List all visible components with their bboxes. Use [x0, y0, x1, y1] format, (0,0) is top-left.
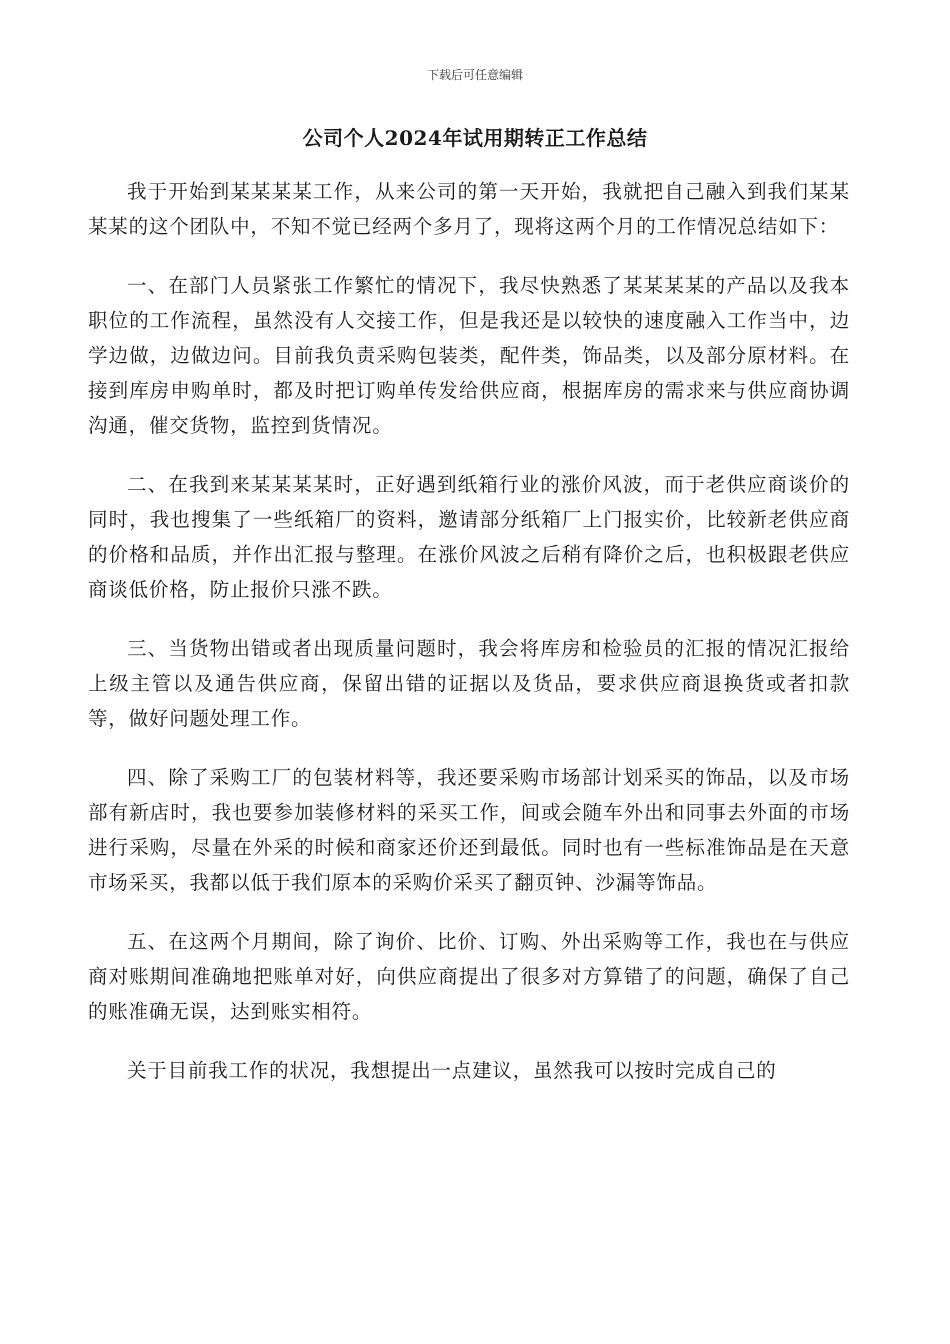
- paragraph-intro: 我于开始到某某某某工作，从来公司的第一天开始，我就把自己融入到我们某某某某的这个团队中，不知不觉已经两个多月了，现将这两个月的工作情况总结如下：: [88, 180, 850, 238]
- paragraph-4: 四、除了采购工厂的包装材料等，我还要采购市场部计划采买的饰品，以及市场部有新店时，我也要参加装修材料的采买工作，间或会随车外出和同事去外面的市场进行采购，尽量在外采的时候和商家还价还到最低。同时也有一些标准饰品是在天意市场采买，我都以低于我们原本的采购价采买了翻页钟、沙漏等饰品。: [88, 766, 850, 894]
- document-body: [88, 174, 850, 1112]
- paragraph-5: 五、在这两个月期间，除了询价、比价、订购、外出采购等工作，我也在与供应商对账期间准确地把账单对好，向供应商提出了很多对方算错了的问题，确保了自己的账准确无误，达到账实相符。: [88, 930, 850, 1023]
- document-title: 公司个人2024年试用期转正工作总结: [302, 126, 648, 150]
- header-note: 下载后可任意编辑: [426, 68, 523, 82]
- paragraph-2: 二、在我到来某某某某时，正好遇到纸箱行业的涨价风波，而于老供应商谈价的同时，我也搜集了一些纸箱厂的资料，邀请部分纸箱厂上门报实价，比较新老供应商的价格和品质，并作出汇报与整理。在涨价风波之后稍有降价之后，也积极跟老供应商谈低价格，防止报价只涨不跌。: [88, 473, 850, 601]
- paragraph-1: 一、在部门人员紧张工作繁忙的情况下，我尽快熟悉了某某某某的产品以及我本职位的工作流程，虽然没有人交接工作，但是我还是以较快的速度融入工作当中，边学边做，边做边问。目前我负责采购包装类，配件类，饰品类，以及部分原材料。在接到库房申购单时，都及时把订购单传发给供应商，根据库房的需求来与供应商协调沟通，催交货物，监控到货情况。: [88, 274, 850, 437]
- paragraph-3: 三、当货物出错或者出现质量问题时，我会将库房和检验员的汇报的情况汇报给上级主管以及通告供应商，保留出错的证据以及货品，要求供应商退换货或者扣款等，做好问题处理工作。: [88, 637, 850, 730]
- paragraph-suggestion: 关于目前我工作的状况，我想提出一点建议，虽然我可以按时完成自己的: [127, 1059, 777, 1082]
